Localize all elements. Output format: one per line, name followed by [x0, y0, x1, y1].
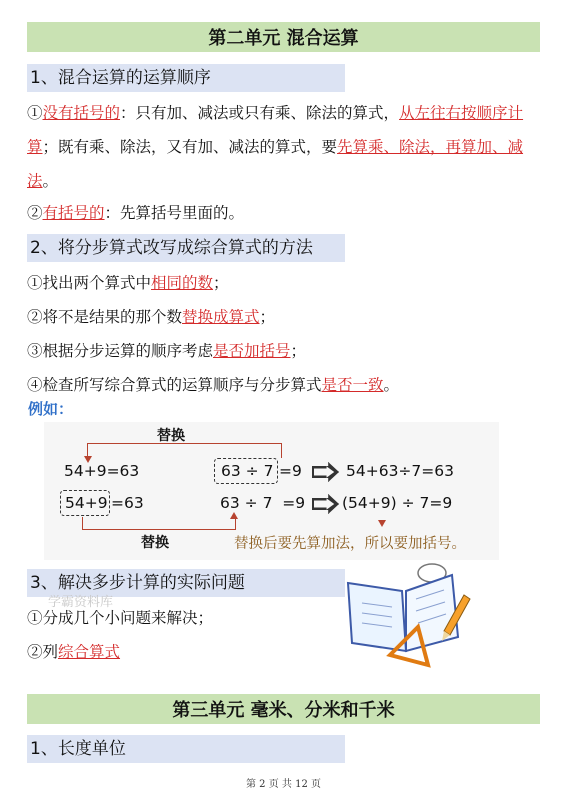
highlight-same-number: 相同的数: [151, 274, 214, 292]
row2-combined: (54+9) ÷ 7=9: [342, 494, 453, 512]
text: ①找出两个算式中: [27, 274, 152, 292]
row2-step2: 63 ÷ 7 =9: [220, 494, 306, 512]
marker-1: ①: [27, 104, 43, 122]
section-2-line-4: [27, 368, 542, 402]
arrow-down-icon: [378, 520, 386, 527]
unit-2-banner: [27, 22, 540, 52]
section-2-heading: 2、将分步算式改写成综合算式的方法: [27, 234, 345, 262]
section-2-line-2: [27, 300, 542, 334]
section-4-heading: 1、长度单位: [27, 735, 345, 763]
row1-step2-box: 63 ÷ 7: [221, 462, 274, 480]
section-1-paragraph-2: [27, 196, 542, 230]
highlight-combined-formula: 综合算式: [58, 643, 121, 661]
row1-combined: 54+63÷7=63: [346, 462, 454, 480]
text: ③根据分步运算的顺序考虑: [27, 342, 214, 360]
text: ；: [259, 308, 276, 326]
arrow-right-icon: [312, 462, 339, 482]
highlight-mul-div-first: 先算乘、除法，再算加、减法: [27, 138, 524, 190]
arrow-right-icon: [312, 494, 339, 514]
section-1-heading: 1、混合运算的运算顺序: [27, 64, 345, 92]
replace-label-bottom: 替换: [141, 535, 169, 551]
section-3-heading: 3、解决多步计算的实际问题: [27, 569, 345, 597]
example-note: 替换后要先算加法，所以要加括号。: [234, 536, 466, 552]
text: ②将不是结果的那个数: [27, 308, 183, 326]
row1-step2-rest: =9: [279, 462, 302, 480]
highlight-left-to-right: 从左往右按顺序计算: [27, 104, 524, 156]
section-2-line-1: [27, 266, 542, 300]
unit-2-title: 第二单元 混合运算: [208, 28, 359, 49]
highlight-consistent: 是否一致: [321, 376, 384, 394]
replace-bracket-top: [87, 443, 282, 458]
row2-step1-box: 54+9: [65, 494, 108, 512]
marker-2: ②: [27, 204, 43, 222]
row2-step1-rest: =63: [111, 494, 144, 512]
section-3-line-1: ①分成几个小问题来解决；: [27, 609, 214, 627]
text: 。: [383, 376, 400, 394]
highlight-no-brackets: 没有括号的: [42, 104, 121, 122]
text: ：先算括号里面的。: [104, 204, 245, 222]
highlight-replace: 替换成算式: [182, 308, 260, 326]
highlight-with-brackets: 有括号的: [42, 204, 105, 222]
highlight-brackets: 是否加括号: [213, 342, 291, 360]
arrow-up-icon: [230, 512, 238, 519]
text: ；既有乘、除法，又有加、减法的算式，要: [42, 138, 338, 156]
replace-bracket-bottom: [82, 517, 236, 530]
example-label: 例如：: [28, 400, 74, 418]
page-footer: 第 2 页 共 12 页: [246, 779, 321, 790]
section-2-line-3: [27, 334, 542, 368]
unit-3-title: 第三单元 毫米、分米和千米: [172, 700, 395, 721]
text: ；: [213, 274, 229, 292]
book-pencil-icon: [340, 555, 480, 670]
text: 。: [42, 172, 59, 190]
text: ④检查所写综合算式的运算顺序与分步算式: [27, 376, 322, 394]
text: ；: [290, 342, 307, 360]
unit-3-banner: [27, 694, 540, 724]
text: ②列: [27, 643, 59, 661]
replace-label-top: 替换: [157, 428, 185, 444]
text: ：只有加、减法或只有乘、除法的算式，: [120, 104, 400, 122]
watermark: 学霸资料库: [48, 595, 114, 610]
section-1-paragraph-1: [27, 96, 542, 198]
example-diagram: [44, 422, 499, 560]
row1-step1: 54+9=63: [64, 462, 140, 480]
